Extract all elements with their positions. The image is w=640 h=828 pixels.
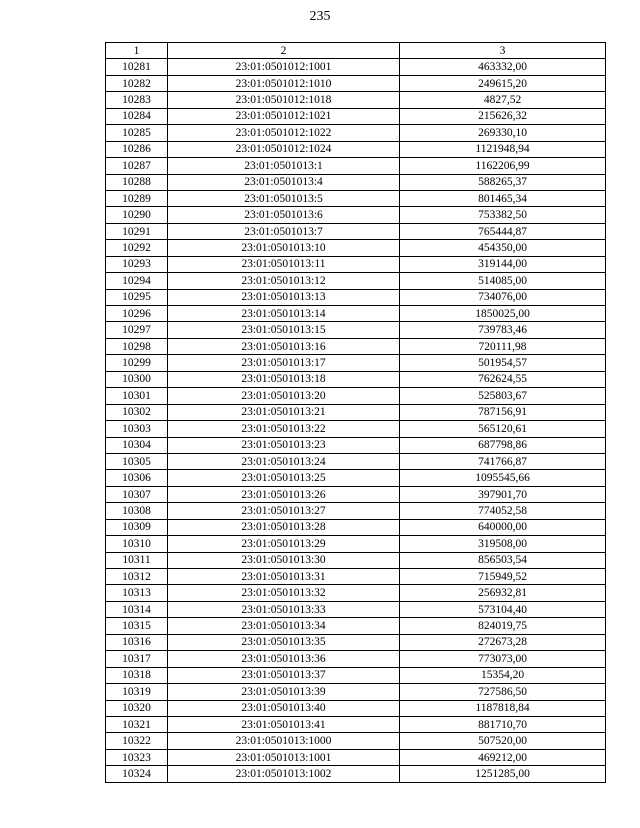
row-number-cell: 10317 bbox=[106, 651, 168, 667]
cadastral-number-cell: 23:01:0501013:36 bbox=[168, 651, 400, 667]
value-cell: 256932,81 bbox=[400, 585, 606, 601]
value-cell: 1121948,94 bbox=[400, 141, 606, 157]
table-row bbox=[106, 223, 606, 239]
value-cell: 1095545,66 bbox=[400, 470, 606, 486]
table-row bbox=[106, 289, 606, 305]
value-cell: 215626,32 bbox=[400, 108, 606, 124]
value-cell: 565120,61 bbox=[400, 421, 606, 437]
value-cell: 687798,86 bbox=[400, 437, 606, 453]
row-number-cell: 10306 bbox=[106, 470, 168, 486]
value-cell: 1850025,00 bbox=[400, 306, 606, 322]
row-number-cell: 10296 bbox=[106, 306, 168, 322]
row-number-cell: 10295 bbox=[106, 289, 168, 305]
table-body bbox=[106, 59, 606, 782]
row-number-cell: 10289 bbox=[106, 190, 168, 206]
row-number-cell: 10309 bbox=[106, 519, 168, 535]
header-row bbox=[106, 43, 606, 59]
row-number-cell: 10283 bbox=[106, 92, 168, 108]
value-cell: 801465,34 bbox=[400, 190, 606, 206]
cadastral-number-cell: 23:01:0501013:16 bbox=[168, 338, 400, 354]
row-number-cell: 10287 bbox=[106, 158, 168, 174]
table-row bbox=[106, 667, 606, 683]
row-number-cell: 10305 bbox=[106, 453, 168, 469]
row-number-cell: 10281 bbox=[106, 59, 168, 75]
value-cell: 1162206,99 bbox=[400, 158, 606, 174]
value-cell: 319144,00 bbox=[400, 256, 606, 272]
value-cell: 720111,98 bbox=[400, 338, 606, 354]
row-number-cell: 10324 bbox=[106, 766, 168, 782]
cadastral-number-cell: 23:01:0501013:40 bbox=[168, 700, 400, 716]
table-row bbox=[106, 371, 606, 387]
row-number-cell: 10291 bbox=[106, 223, 168, 239]
value-cell: 787156,91 bbox=[400, 404, 606, 420]
row-number-cell: 10318 bbox=[106, 667, 168, 683]
value-cell: 762624,55 bbox=[400, 371, 606, 387]
row-number-cell: 10294 bbox=[106, 273, 168, 289]
cadastral-number-cell: 23:01:0501013:37 bbox=[168, 667, 400, 683]
value-cell: 727586,50 bbox=[400, 684, 606, 700]
row-number-cell: 10303 bbox=[106, 421, 168, 437]
table-row bbox=[106, 601, 606, 617]
cadastral-number-cell: 23:01:0501013:31 bbox=[168, 569, 400, 585]
cadastral-number-cell: 23:01:0501013:25 bbox=[168, 470, 400, 486]
table-row bbox=[106, 240, 606, 256]
cadastral-number-cell: 23:01:0501013:30 bbox=[168, 552, 400, 568]
value-cell: 734076,00 bbox=[400, 289, 606, 305]
cadastral-number-cell: 23:01:0501012:1021 bbox=[168, 108, 400, 124]
table-row bbox=[106, 92, 606, 108]
value-cell: 774052,58 bbox=[400, 503, 606, 519]
value-cell: 454350,00 bbox=[400, 240, 606, 256]
cadastral-number-cell: 23:01:0501013:18 bbox=[168, 371, 400, 387]
cadastral-number-cell: 23:01:0501012:1024 bbox=[168, 141, 400, 157]
cadastral-number-cell: 23:01:0501013:21 bbox=[168, 404, 400, 420]
value-cell: 753382,50 bbox=[400, 207, 606, 223]
value-cell: 397901,70 bbox=[400, 486, 606, 502]
value-cell: 469212,00 bbox=[400, 749, 606, 765]
cadastral-number-cell: 23:01:0501012:1010 bbox=[168, 75, 400, 91]
table-row bbox=[106, 486, 606, 502]
cadastral-number-cell: 23:01:0501013:39 bbox=[168, 684, 400, 700]
row-number-cell: 10304 bbox=[106, 437, 168, 453]
value-cell: 507520,00 bbox=[400, 733, 606, 749]
cadastral-number-cell: 23:01:0501013:41 bbox=[168, 716, 400, 732]
table-row bbox=[106, 437, 606, 453]
value-cell: 463332,00 bbox=[400, 59, 606, 75]
row-number-cell: 10319 bbox=[106, 684, 168, 700]
table-header bbox=[106, 43, 606, 59]
table-row bbox=[106, 519, 606, 535]
cadastral-number-cell: 23:01:0501012:1001 bbox=[168, 59, 400, 75]
cadastral-number-cell: 23:01:0501013:1001 bbox=[168, 749, 400, 765]
table-row bbox=[106, 256, 606, 272]
row-number-cell: 10300 bbox=[106, 371, 168, 387]
row-number-cell: 10285 bbox=[106, 125, 168, 141]
row-number-cell: 10323 bbox=[106, 749, 168, 765]
table-row bbox=[106, 716, 606, 732]
table-row bbox=[106, 470, 606, 486]
table-row bbox=[106, 273, 606, 289]
cadastral-number-cell: 23:01:0501013:1000 bbox=[168, 733, 400, 749]
value-cell: 640000,00 bbox=[400, 519, 606, 535]
table-row bbox=[106, 700, 606, 716]
value-cell: 4827,52 bbox=[400, 92, 606, 108]
value-cell: 856503,54 bbox=[400, 552, 606, 568]
row-number-cell: 10311 bbox=[106, 552, 168, 568]
cadastral-number-cell: 23:01:0501013:1 bbox=[168, 158, 400, 174]
table-row bbox=[106, 388, 606, 404]
cadastral-number-cell: 23:01:0501013:32 bbox=[168, 585, 400, 601]
row-number-cell: 10307 bbox=[106, 486, 168, 502]
cadastral-number-cell: 23:01:0501013:17 bbox=[168, 355, 400, 371]
cadastral-number-cell: 23:01:0501013:27 bbox=[168, 503, 400, 519]
value-cell: 715949,52 bbox=[400, 569, 606, 585]
table-row bbox=[106, 141, 606, 157]
table-row bbox=[106, 59, 606, 75]
value-cell: 824019,75 bbox=[400, 618, 606, 634]
table-row bbox=[106, 503, 606, 519]
value-cell: 269330,10 bbox=[400, 125, 606, 141]
cadastral-number-cell: 23:01:0501013:28 bbox=[168, 519, 400, 535]
cadastral-number-cell: 23:01:0501013:15 bbox=[168, 322, 400, 338]
table-row bbox=[106, 684, 606, 700]
cadastral-number-cell: 23:01:0501013:14 bbox=[168, 306, 400, 322]
column-header-3: 3 bbox=[400, 43, 606, 59]
row-number-cell: 10297 bbox=[106, 322, 168, 338]
table-row bbox=[106, 585, 606, 601]
table-row bbox=[106, 125, 606, 141]
cadastral-number-cell: 23:01:0501013:35 bbox=[168, 634, 400, 650]
value-cell: 765444,87 bbox=[400, 223, 606, 239]
table-row bbox=[106, 190, 606, 206]
table-row bbox=[106, 158, 606, 174]
row-number-cell: 10315 bbox=[106, 618, 168, 634]
cadastral-number-cell: 23:01:0501013:22 bbox=[168, 421, 400, 437]
row-number-cell: 10301 bbox=[106, 388, 168, 404]
value-cell: 501954,57 bbox=[400, 355, 606, 371]
table-row bbox=[106, 404, 606, 420]
value-cell: 1251285,00 bbox=[400, 766, 606, 782]
cadastral-number-cell: 23:01:0501013:24 bbox=[168, 453, 400, 469]
cadastral-number-cell: 23:01:0501012:1018 bbox=[168, 92, 400, 108]
row-number-cell: 10314 bbox=[106, 601, 168, 617]
value-cell: 525803,67 bbox=[400, 388, 606, 404]
page-number: 235 bbox=[309, 9, 331, 24]
row-number-cell: 10321 bbox=[106, 716, 168, 732]
row-number-cell: 10288 bbox=[106, 174, 168, 190]
table-row bbox=[106, 421, 606, 437]
row-number-cell: 10308 bbox=[106, 503, 168, 519]
cadastral-number-cell: 23:01:0501012:1022 bbox=[168, 125, 400, 141]
cadastral-number-cell: 23:01:0501013:6 bbox=[168, 207, 400, 223]
table-row bbox=[106, 651, 606, 667]
cadastral-number-cell: 23:01:0501013:20 bbox=[168, 388, 400, 404]
table-row bbox=[106, 569, 606, 585]
cadastral-number-cell: 23:01:0501013:26 bbox=[168, 486, 400, 502]
row-number-cell: 10286 bbox=[106, 141, 168, 157]
cadastral-number-cell: 23:01:0501013:10 bbox=[168, 240, 400, 256]
table-row bbox=[106, 766, 606, 782]
row-number-cell: 10312 bbox=[106, 569, 168, 585]
value-cell: 573104,40 bbox=[400, 601, 606, 617]
row-number-cell: 10282 bbox=[106, 75, 168, 91]
row-number-cell: 10298 bbox=[106, 338, 168, 354]
column-header-2: 2 bbox=[168, 43, 400, 59]
value-cell: 249615,20 bbox=[400, 75, 606, 91]
value-cell: 588265,37 bbox=[400, 174, 606, 190]
cadastral-number-cell: 23:01:0501013:5 bbox=[168, 190, 400, 206]
value-cell: 514085,00 bbox=[400, 273, 606, 289]
column-header-1: 1 bbox=[106, 43, 168, 59]
row-number-cell: 10322 bbox=[106, 733, 168, 749]
cadastral-number-cell: 23:01:0501013:4 bbox=[168, 174, 400, 190]
table-row bbox=[106, 322, 606, 338]
cadastral-number-cell: 23:01:0501013:11 bbox=[168, 256, 400, 272]
row-number-cell: 10292 bbox=[106, 240, 168, 256]
table-row bbox=[106, 733, 606, 749]
row-number-cell: 10310 bbox=[106, 536, 168, 552]
table-row bbox=[106, 536, 606, 552]
value-cell: 741766,87 bbox=[400, 453, 606, 469]
cadastral-number-cell: 23:01:0501013:13 bbox=[168, 289, 400, 305]
table-row bbox=[106, 338, 606, 354]
table-row bbox=[106, 634, 606, 650]
table-row bbox=[106, 749, 606, 765]
table-row bbox=[106, 207, 606, 223]
row-number-cell: 10299 bbox=[106, 355, 168, 371]
table-row bbox=[106, 552, 606, 568]
value-cell: 15354,20 bbox=[400, 667, 606, 683]
cadastral-number-cell: 23:01:0501013:33 bbox=[168, 601, 400, 617]
cadastral-number-cell: 23:01:0501013:7 bbox=[168, 223, 400, 239]
table-row bbox=[106, 618, 606, 634]
registry-table bbox=[105, 42, 606, 783]
cadastral-number-cell: 23:01:0501013:23 bbox=[168, 437, 400, 453]
value-cell: 272673,28 bbox=[400, 634, 606, 650]
row-number-cell: 10293 bbox=[106, 256, 168, 272]
table-row bbox=[106, 453, 606, 469]
table-row bbox=[106, 108, 606, 124]
row-number-cell: 10302 bbox=[106, 404, 168, 420]
cadastral-number-cell: 23:01:0501013:34 bbox=[168, 618, 400, 634]
value-cell: 319508,00 bbox=[400, 536, 606, 552]
row-number-cell: 10316 bbox=[106, 634, 168, 650]
value-cell: 773073,00 bbox=[400, 651, 606, 667]
cadastral-number-cell: 23:01:0501013:1002 bbox=[168, 766, 400, 782]
row-number-cell: 10320 bbox=[106, 700, 168, 716]
table-row bbox=[106, 174, 606, 190]
table-row bbox=[106, 306, 606, 322]
table-row bbox=[106, 75, 606, 91]
row-number-cell: 10290 bbox=[106, 207, 168, 223]
cadastral-number-cell: 23:01:0501013:12 bbox=[168, 273, 400, 289]
row-number-cell: 10313 bbox=[106, 585, 168, 601]
cadastral-number-cell: 23:01:0501013:29 bbox=[168, 536, 400, 552]
value-cell: 1187818,84 bbox=[400, 700, 606, 716]
value-cell: 881710,70 bbox=[400, 716, 606, 732]
row-number-cell: 10284 bbox=[106, 108, 168, 124]
value-cell: 739783,46 bbox=[400, 322, 606, 338]
table-row bbox=[106, 355, 606, 371]
